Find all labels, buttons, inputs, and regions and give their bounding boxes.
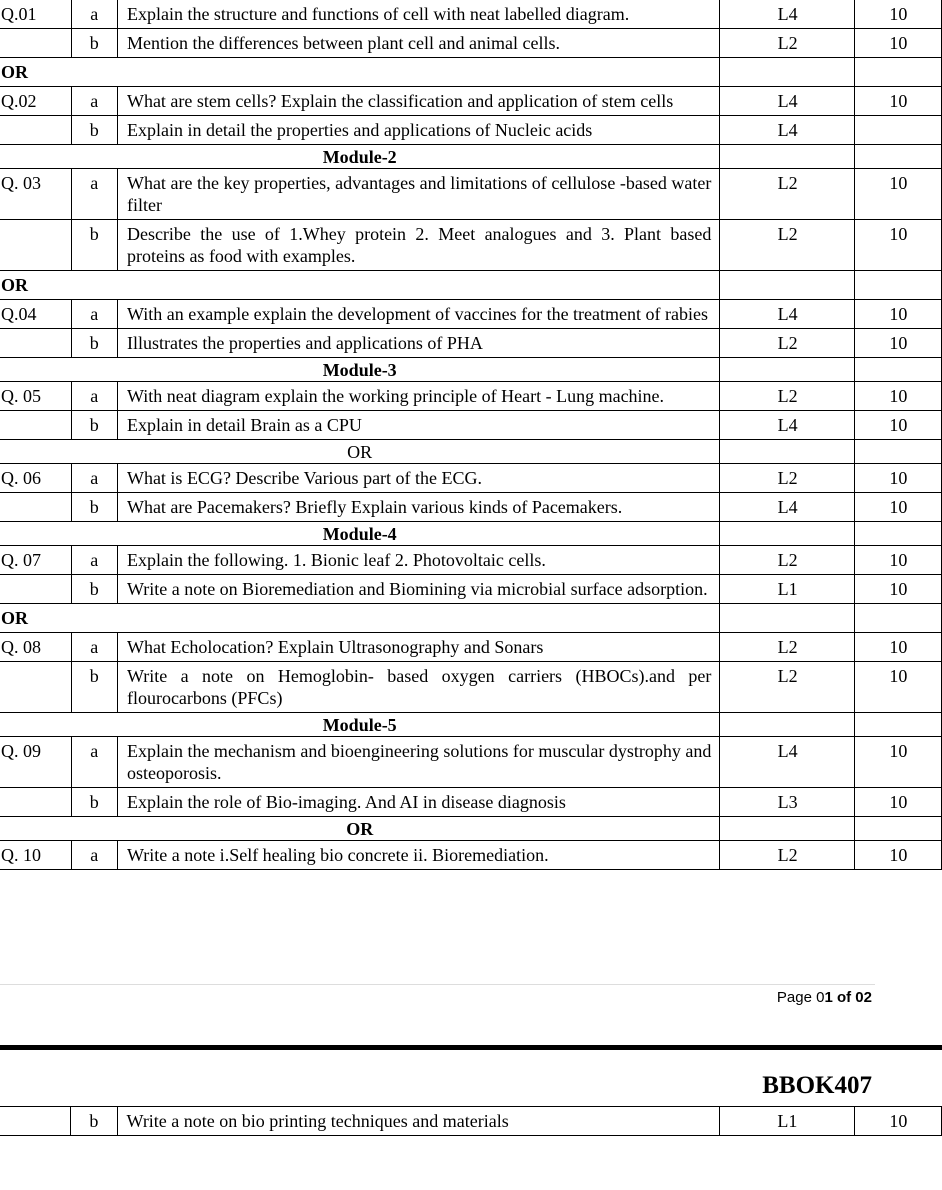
bloom-level: L4 [720, 116, 854, 145]
footer-separator [0, 984, 875, 985]
bloom-level: L2 [720, 220, 854, 271]
level-cell [720, 713, 854, 737]
bloom-level: L2 [720, 464, 854, 493]
marks: 10 [854, 633, 941, 662]
bloom-level: L4 [720, 300, 854, 329]
question-number [0, 493, 71, 522]
question-part: b [71, 329, 117, 358]
question-part: a [71, 633, 117, 662]
question-text: With neat diagram explain the working principle of Heart - Lung machine. [117, 382, 719, 411]
or-label: OR [0, 440, 720, 464]
question-part: b [71, 575, 117, 604]
question-number [0, 220, 71, 271]
question-part: b [71, 29, 117, 58]
marks-cell [854, 713, 941, 737]
table-row [0, 440, 942, 464]
table-row [0, 662, 942, 713]
marks-cell [854, 817, 941, 841]
question-number [0, 575, 71, 604]
bloom-level: L1 [720, 575, 854, 604]
module-heading: Module-5 [0, 713, 720, 737]
question-part: a [71, 546, 117, 575]
question-number: Q. 09 [0, 737, 71, 788]
bloom-level: L4 [720, 87, 854, 116]
table-row [0, 145, 942, 169]
question-number [0, 662, 71, 713]
question-text: Illustrates the properties and applications of PHA [117, 329, 719, 358]
bloom-level: L4 [720, 737, 854, 788]
page-number: Page 01 of 02 [776, 989, 872, 1006]
question-number: Q. 10 [0, 841, 71, 870]
table-row [0, 300, 942, 329]
bloom-level: L4 [720, 0, 854, 29]
question-text: Write a note on Hemoglobin- based oxygen carriers (HBOCs).and per flourocarbons (PFCs) [117, 662, 719, 713]
level-cell [720, 817, 854, 841]
module-heading: Module-2 [0, 145, 720, 169]
question-number: Q. 07 [0, 546, 71, 575]
table-row [0, 29, 942, 58]
table-row [0, 737, 942, 788]
question-text: Explain in detail the properties and applications of Nucleic acids [117, 116, 719, 145]
table-row [0, 633, 942, 662]
table-row [0, 87, 942, 116]
table-row [0, 575, 942, 604]
bloom-level: L2 [720, 169, 854, 220]
table-row [0, 546, 942, 575]
table-row [0, 220, 942, 271]
question-number: Q. 05 [0, 382, 71, 411]
module-heading: Module-3 [0, 358, 720, 382]
question-number [0, 329, 71, 358]
bloom-level: L4 [720, 493, 854, 522]
question-table-continued [0, 1106, 942, 1136]
question-number: Q. 08 [0, 633, 71, 662]
table-row [0, 0, 942, 29]
marks: 10 [854, 546, 941, 575]
question-part: b [71, 1107, 117, 1136]
marks-cell [854, 58, 941, 87]
bloom-level: L1 [720, 1107, 855, 1136]
question-text: What are Pacemakers? Briefly Explain various kinds of Pacemakers. [117, 493, 719, 522]
bloom-level: L2 [720, 382, 854, 411]
question-part: a [71, 841, 117, 870]
question-number [0, 788, 71, 817]
module-heading: Module-4 [0, 522, 720, 546]
level-cell [720, 604, 854, 633]
question-part: a [71, 737, 117, 788]
bloom-level: L2 [720, 633, 854, 662]
level-cell [720, 145, 854, 169]
question-text: Mention the differences between plant cell and animal cells. [117, 29, 719, 58]
marks-cell [854, 145, 941, 169]
question-text: What Echolocation? Explain Ultrasonography and Sonars [117, 633, 719, 662]
question-number [0, 1107, 71, 1136]
or-label: OR [0, 271, 720, 300]
level-cell [720, 271, 854, 300]
question-part: b [71, 116, 117, 145]
question-part: a [71, 87, 117, 116]
question-text: Explain the mechanism and bioengineering solutions for muscular dystrophy and osteoporosis. [117, 737, 719, 788]
marks-cell [854, 522, 941, 546]
question-part: a [71, 464, 117, 493]
question-part: a [71, 300, 117, 329]
marks-cell [854, 358, 941, 382]
marks: 10 [854, 0, 941, 29]
marks: 10 [854, 382, 941, 411]
marks-cell [854, 271, 941, 300]
table-row [0, 329, 942, 358]
question-text: Explain in detail Brain as a CPU [117, 411, 719, 440]
table-row [0, 493, 942, 522]
question-part: a [71, 0, 117, 29]
marks: 10 [854, 575, 941, 604]
table-row [0, 169, 942, 220]
question-text: What are stem cells? Explain the classification and application of stem cells [117, 87, 719, 116]
table-row [0, 604, 942, 633]
table-row [0, 713, 942, 737]
question-number: Q.04 [0, 300, 71, 329]
question-number: Q. 03 [0, 169, 71, 220]
level-cell [720, 358, 854, 382]
bloom-level: L2 [720, 29, 854, 58]
marks: 10 [854, 1107, 941, 1136]
marks: 10 [854, 737, 941, 788]
question-text: Explain the following. 1. Bionic leaf 2. Photovoltaic cells. [117, 546, 719, 575]
or-label: OR [0, 58, 720, 87]
marks: 10 [854, 87, 941, 116]
table-row [0, 817, 942, 841]
table-row [0, 1107, 942, 1136]
question-text: Write a note on Bioremediation and Biomining via microbial surface adsorption. [117, 575, 719, 604]
marks: 10 [854, 493, 941, 522]
question-number: Q.01 [0, 0, 71, 29]
or-label: OR [0, 604, 720, 633]
level-cell [720, 58, 854, 87]
question-part: b [71, 788, 117, 817]
marks: 10 [854, 220, 941, 271]
course-code: BBOK407 [762, 1072, 872, 1099]
question-part: b [71, 493, 117, 522]
question-part: b [71, 662, 117, 713]
table-row [0, 116, 942, 145]
bloom-level: L2 [720, 546, 854, 575]
marks: 10 [854, 169, 941, 220]
marks: 10 [854, 411, 941, 440]
question-number [0, 411, 71, 440]
table-row [0, 841, 942, 870]
question-text: With an example explain the development of vaccines for the treatment of rabies [117, 300, 719, 329]
page-break-rule [0, 1045, 942, 1050]
marks: 10 [854, 300, 941, 329]
marks: 10 [854, 788, 941, 817]
table-row [0, 464, 942, 493]
table-row [0, 358, 942, 382]
table-row [0, 58, 942, 87]
bloom-level: L2 [720, 662, 854, 713]
question-part: b [71, 220, 117, 271]
table-row [0, 271, 942, 300]
question-number [0, 29, 71, 58]
bloom-level: L3 [720, 788, 854, 817]
level-cell [720, 522, 854, 546]
marks-cell [854, 604, 941, 633]
question-part: a [71, 169, 117, 220]
table-row [0, 788, 942, 817]
question-text: What are the key properties, advantages and limitations of cellulose -based water filter [117, 169, 719, 220]
question-text: Write a note i.Self healing bio concrete ii. Bioremediation. [117, 841, 719, 870]
marks: 10 [854, 841, 941, 870]
bloom-level: L2 [720, 329, 854, 358]
question-text: Explain the structure and functions of cell with neat labelled diagram. [117, 0, 719, 29]
marks-cell [854, 440, 941, 464]
question-text: Write a note on bio printing techniques and materials [117, 1107, 720, 1136]
marks: 10 [854, 329, 941, 358]
marks [854, 116, 941, 145]
question-part: b [71, 411, 117, 440]
bloom-level: L4 [720, 411, 854, 440]
table-row [0, 382, 942, 411]
marks: 10 [854, 662, 941, 713]
table-row [0, 522, 942, 546]
question-text: Explain the role of Bio-imaging. And AI in disease diagnosis [117, 788, 719, 817]
question-number: Q. 06 [0, 464, 71, 493]
marks: 10 [854, 464, 941, 493]
module-heading: OR [0, 817, 720, 841]
marks: 10 [854, 29, 941, 58]
question-text: What is ECG? Describe Various part of the ECG. [117, 464, 719, 493]
question-number: Q.02 [0, 87, 71, 116]
bloom-level: L2 [720, 841, 854, 870]
question-part: a [71, 382, 117, 411]
question-number [0, 116, 71, 145]
table-row [0, 411, 942, 440]
level-cell [720, 440, 854, 464]
question-text: Describe the use of 1.Whey protein 2. Meet analogues and 3. Plant based proteins as food with examples. [117, 220, 719, 271]
